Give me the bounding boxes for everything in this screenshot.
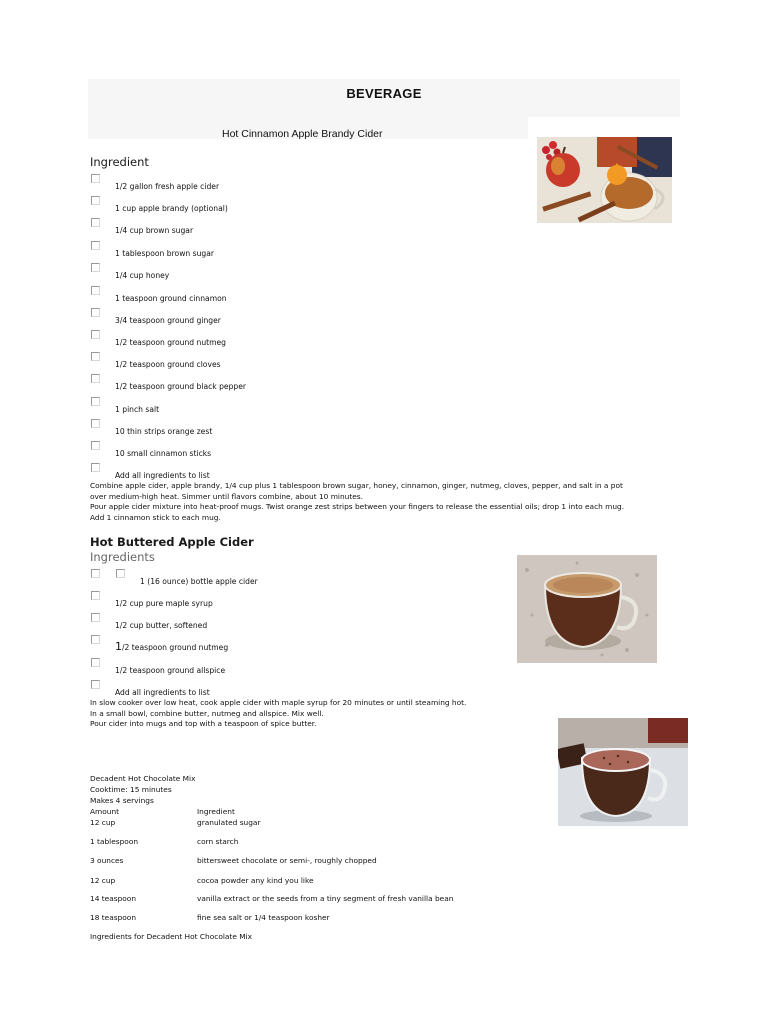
recipe3-cooktime: Cooktime: 15 minutes [90, 785, 172, 794]
hot-chocolate-photo [558, 718, 688, 826]
ingredient-checkbox[interactable] [91, 308, 100, 317]
ingredient-item: 1 (16 ounce) bottle apple cider [140, 577, 258, 586]
recipe1-title: Hot Cinnamon Apple Brandy Cider [222, 128, 383, 140]
ingredient-item: 1/2 cup pure maple syrup [115, 599, 213, 608]
row-amount: 1 tablespoon [90, 837, 139, 846]
apple-cider-illustration [537, 137, 672, 223]
ingredient-checkbox[interactable] [91, 635, 100, 644]
add-all-checkbox[interactable] [91, 680, 100, 689]
hot-chocolate-illustration [558, 718, 688, 826]
ingredient-checkbox[interactable] [91, 286, 100, 295]
ingredient-item-lead: 1 [115, 640, 122, 653]
ingredient-item: 1/4 cup honey [115, 271, 170, 280]
ingredient-checkbox[interactable] [91, 613, 100, 622]
ingredient-item: 1/2 gallon fresh apple cider [115, 182, 220, 191]
ingredient-item: 1/2 cup butter, softened [115, 621, 208, 630]
ingredient-item: 1/2 teaspoon ground nutmeg [115, 338, 227, 347]
row-ingredient: bittersweet chocolate or semi-, roughly chopped [197, 856, 377, 865]
ingredient-item: 1/2 teaspoon ground black pepper [115, 382, 247, 391]
direction-line: In slow cooker over low heat, cook apple cider with maple syrup for 20 minutes or until steaming hot. [90, 698, 467, 707]
ingredient-checkbox[interactable] [91, 441, 100, 450]
direction-line: Pour apple cider mixture into heat-proof mugs. Twist orange zest strips between your fingers to release the essential oils; drop 1 into each mug. [90, 502, 625, 511]
row-ingredient: corn starch [197, 837, 239, 846]
ingredient-checkbox[interactable] [91, 218, 100, 227]
direction-line: In a small bowl, combine butter, nutmeg and allspice. Mix well. [90, 708, 324, 718]
row-ingredient: vanilla extract or the seeds from a tiny segment of fresh vanilla bean [197, 894, 454, 903]
ingredient-item: 1 teaspoon ground cinnamon [115, 294, 227, 303]
ingredient-item: 1 cup apple brandy (optional) [115, 204, 228, 213]
row-amount: 12 cup [90, 818, 116, 827]
ingredient-checkbox[interactable] [91, 658, 100, 667]
row-ingredient: cocoa powder any kind you like [197, 876, 314, 885]
row-amount: 3 ounces [90, 856, 124, 865]
ingredient-item: 1/2 teaspoon ground allspice [115, 666, 226, 675]
add-all-ingredients-link[interactable]: Add all ingredients to list [115, 688, 210, 697]
ingredient-checkbox[interactable] [91, 330, 100, 339]
ingredient-item: 1 tablespoon brown sugar [115, 249, 214, 258]
recipe2-title: Hot Buttered Apple Cider [90, 535, 254, 549]
row-amount: 12 cup [90, 876, 116, 885]
ingredient-checkbox[interactable] [91, 591, 100, 600]
ingredient-checkbox[interactable] [116, 569, 125, 578]
row-amount: 18 teaspoon [90, 913, 136, 922]
page-title: BEVERAGE [346, 86, 422, 101]
recipe3-title: Decadent Hot Chocolate Mix [90, 774, 196, 783]
ingredient-item: 1 pinch salt [115, 405, 160, 414]
apple-cider-photo [537, 137, 672, 223]
add-all-checkbox[interactable] [91, 463, 100, 472]
buttered-cider-photo [517, 555, 657, 663]
direction-line: Add 1 cinnamon stick to each mug. [90, 512, 221, 522]
direction-line: Pour cider into mugs and top with a teaspoon of spice butter. [90, 719, 317, 728]
ingredient-checkbox[interactable] [91, 196, 100, 205]
add-all-ingredients-link[interactable]: Add all ingredients to list [115, 471, 210, 480]
recipe3-servings: Makes 4 servings [90, 796, 154, 805]
recipe2-ingredient-heading: Ingredients [90, 550, 155, 564]
ingredient-checkbox[interactable] [91, 352, 100, 361]
ingredient-checkbox[interactable] [91, 419, 100, 428]
recipe1-ingredient-heading: Ingredient [90, 155, 149, 169]
ingredient-checkbox[interactable] [91, 174, 100, 183]
buttered-cider-illustration [517, 555, 657, 663]
ingredient-checkbox[interactable] [91, 241, 100, 250]
row-ingredient: granulated sugar [197, 818, 261, 827]
ingredient-checkbox[interactable] [91, 569, 100, 578]
ingredient-item-rest: /2 teaspoon ground nutmeg [122, 643, 229, 652]
recipe2-directions [90, 698, 466, 730]
ingredient-item: 10 small cinnamon sticks [115, 449, 212, 458]
column-header-amount: Amount [90, 807, 120, 816]
ingredient-item [115, 640, 228, 653]
direction-line: Combine apple cider, apple brandy, 1/4 cup plus 1 tablespoon brown sugar, honey, cinnamon, ginger, nutmeg, cloves, pepper, and salt in a pot [90, 481, 623, 490]
direction-line: over medium-high heat. Simmer until flavors combine, about 10 minutes. [90, 491, 363, 501]
recipe3-footer: Ingredients for Decadent Hot Chocolate Mix [90, 932, 253, 941]
row-amount: 14 teaspoon [90, 894, 136, 903]
ingredient-item: 10 thin strips orange zest [115, 427, 213, 436]
column-header-ingredient: Ingredient [197, 807, 235, 816]
ingredient-checkbox[interactable] [91, 397, 100, 406]
row-ingredient: fine sea salt or 1/4 teaspoon kosher [197, 913, 330, 922]
ingredient-checkbox[interactable] [91, 374, 100, 383]
ingredient-checkbox[interactable] [91, 263, 100, 272]
recipe1-directions [90, 481, 624, 523]
ingredient-item: 3/4 teaspoon ground ginger [115, 316, 221, 325]
ingredient-item: 1/2 teaspoon ground cloves [115, 360, 221, 369]
ingredient-item: 1/4 cup brown sugar [115, 226, 194, 235]
